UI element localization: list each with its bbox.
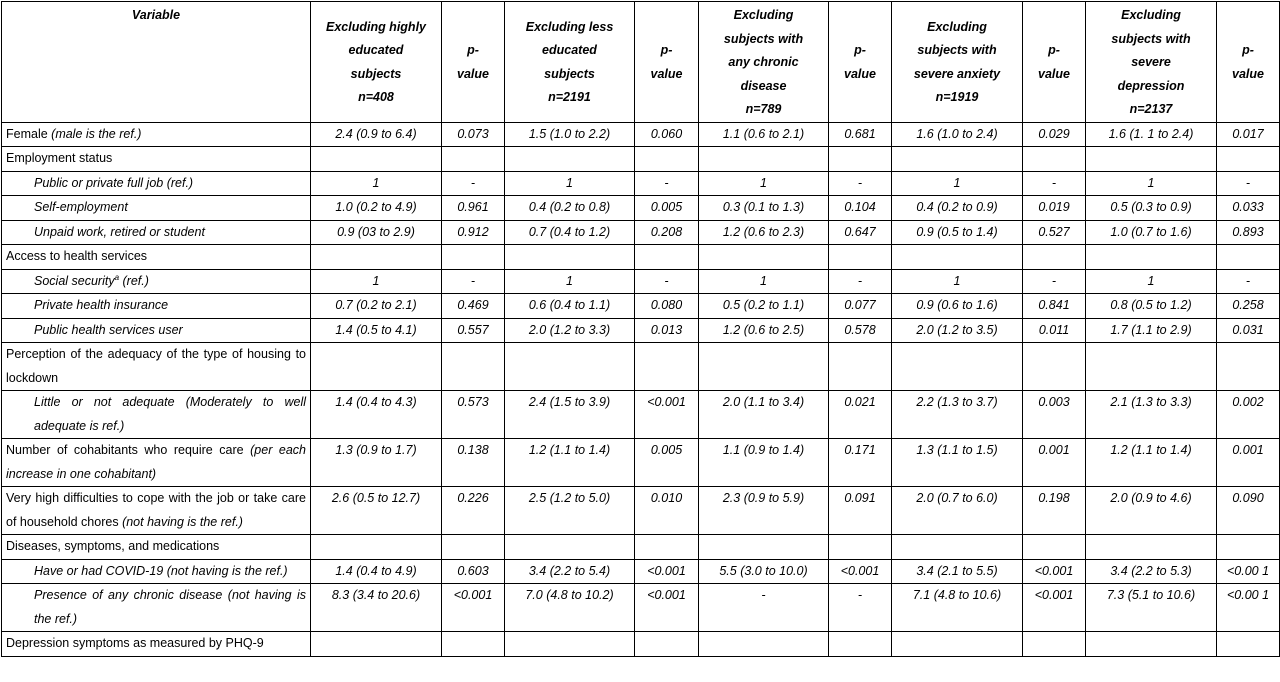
p-value-cell: - bbox=[1023, 171, 1086, 196]
estimate-cell: 1.2 (1.1 to 1.4) bbox=[505, 439, 635, 487]
p-value-cell bbox=[635, 245, 699, 270]
estimate-cell: 1.6 (1.0 to 2.4) bbox=[892, 122, 1023, 147]
table-row bbox=[2, 318, 1280, 343]
table-row bbox=[2, 294, 1280, 319]
row-label: Social security$^a$ (ref.) bbox=[2, 269, 311, 294]
header-col3: Excluding less educated subjects n=2191 bbox=[505, 2, 635, 123]
estimate-cell bbox=[892, 245, 1023, 270]
p-value-cell: <0.001 bbox=[635, 391, 699, 439]
estimate-cell: 1 bbox=[311, 269, 442, 294]
p-value-cell: 0.029 bbox=[1023, 122, 1086, 147]
p-value-cell bbox=[442, 535, 505, 560]
table-row bbox=[2, 584, 1280, 632]
estimate-cell: 0.7 (0.4 to 1.2) bbox=[505, 220, 635, 245]
estimate-cell: 0.4 (0.2 to 0.8) bbox=[505, 196, 635, 221]
estimate-cell: 1.1 (0.6 to 2.1) bbox=[699, 122, 829, 147]
estimate-cell: 0.6 (0.4 to 1.1) bbox=[505, 294, 635, 319]
row-label: Perception of the adequacy of the type of housing to lockdown bbox=[2, 343, 311, 391]
estimate-cell bbox=[699, 632, 829, 657]
p-value-cell: 0.090 bbox=[1217, 487, 1280, 535]
p-value-cell: 0.073 bbox=[442, 122, 505, 147]
header-row bbox=[2, 2, 1280, 123]
estimate-cell: 0.8 (0.5 to 1.2) bbox=[1086, 294, 1217, 319]
p-value-cell: <0.00 1 bbox=[1217, 584, 1280, 632]
estimate-cell: 1 bbox=[699, 171, 829, 196]
estimate-cell bbox=[1086, 245, 1217, 270]
estimate-cell bbox=[699, 535, 829, 560]
p-value-cell: 0.893 bbox=[1217, 220, 1280, 245]
estimate-cell: 0.7 (0.2 to 2.1) bbox=[311, 294, 442, 319]
p-value-cell: 0.527 bbox=[1023, 220, 1086, 245]
estimate-cell: 2.0 (1.2 to 3.5) bbox=[892, 318, 1023, 343]
estimate-cell bbox=[505, 245, 635, 270]
header-pvalue-5: p- value bbox=[1217, 2, 1280, 123]
p-value-cell: - bbox=[829, 584, 892, 632]
p-value-cell: 0.005 bbox=[635, 439, 699, 487]
p-value-cell: 0.104 bbox=[829, 196, 892, 221]
estimate-cell: 2.0 (0.9 to 4.6) bbox=[1086, 487, 1217, 535]
estimate-cell: 1 bbox=[892, 171, 1023, 196]
row-label: Female (male is the ref.) bbox=[2, 122, 311, 147]
estimate-cell bbox=[505, 535, 635, 560]
header-col9: Excluding subjects with severe depression n=2137 bbox=[1086, 2, 1217, 123]
estimate-cell: 0.4 (0.2 to 0.9) bbox=[892, 196, 1023, 221]
row-label: Public health services user bbox=[2, 318, 311, 343]
estimate-cell bbox=[892, 147, 1023, 172]
row-label: Access to health services bbox=[2, 245, 311, 270]
header-variable: Variable bbox=[2, 2, 311, 123]
p-value-cell bbox=[1023, 245, 1086, 270]
p-value-cell: - bbox=[1217, 171, 1280, 196]
p-value-cell: - bbox=[829, 171, 892, 196]
estimate-cell: 0.9 (03 to 2.9) bbox=[311, 220, 442, 245]
estimate-cell: 1.1 (0.9 to 1.4) bbox=[699, 439, 829, 487]
estimate-cell bbox=[311, 632, 442, 657]
p-value-cell: <0.001 bbox=[635, 584, 699, 632]
estimate-cell: 1.4 (0.4 to 4.3) bbox=[311, 391, 442, 439]
header-pvalue-2: p- value bbox=[635, 2, 699, 123]
estimate-cell: 2.4 (0.9 to 6.4) bbox=[311, 122, 442, 147]
p-value-cell: 0.010 bbox=[635, 487, 699, 535]
estimate-cell bbox=[505, 632, 635, 657]
estimate-cell bbox=[1086, 147, 1217, 172]
p-value-cell: 0.912 bbox=[442, 220, 505, 245]
p-value-cell: 0.138 bbox=[442, 439, 505, 487]
estimate-cell bbox=[311, 343, 442, 391]
p-value-cell bbox=[442, 343, 505, 391]
estimate-cell bbox=[892, 343, 1023, 391]
estimate-cell: 0.9 (0.6 to 1.6) bbox=[892, 294, 1023, 319]
estimate-cell: 1.0 (0.2 to 4.9) bbox=[311, 196, 442, 221]
p-value-cell: 0.647 bbox=[829, 220, 892, 245]
estimate-cell: 5.5 (3.0 to 10.0) bbox=[699, 559, 829, 584]
p-value-cell: <0.001 bbox=[635, 559, 699, 584]
p-value-cell: - bbox=[635, 269, 699, 294]
estimate-cell: 8.3 (3.4 to 20.6) bbox=[311, 584, 442, 632]
row-label: Diseases, symptoms, and medications bbox=[2, 535, 311, 560]
row-label: Unpaid work, retired or student bbox=[2, 220, 311, 245]
estimate-cell: 3.4 (2.1 to 5.5) bbox=[892, 559, 1023, 584]
estimate-cell bbox=[1086, 535, 1217, 560]
estimate-cell bbox=[311, 535, 442, 560]
p-value-cell bbox=[635, 632, 699, 657]
estimate-cell: 3.4 (2.2 to 5.4) bbox=[505, 559, 635, 584]
estimate-cell: 2.5 (1.2 to 5.0) bbox=[505, 487, 635, 535]
estimate-cell: 1.0 (0.7 to 1.6) bbox=[1086, 220, 1217, 245]
p-value-cell: - bbox=[1217, 269, 1280, 294]
p-value-cell: <0.001 bbox=[1023, 584, 1086, 632]
estimate-cell: 2.2 (1.3 to 3.7) bbox=[892, 391, 1023, 439]
p-value-cell: 0.080 bbox=[635, 294, 699, 319]
p-value-cell bbox=[829, 343, 892, 391]
table-row bbox=[2, 391, 1280, 439]
estimate-cell: 2.6 (0.5 to 12.7) bbox=[311, 487, 442, 535]
row-label: Have or had COVID-19 (not having is the ref.) bbox=[2, 559, 311, 584]
estimate-cell: 2.3 (0.9 to 5.9) bbox=[699, 487, 829, 535]
p-value-cell bbox=[1023, 147, 1086, 172]
estimate-cell: 1.7 (1.1 to 2.9) bbox=[1086, 318, 1217, 343]
row-label: Public or private full job (ref.) bbox=[2, 171, 311, 196]
p-value-cell bbox=[1023, 632, 1086, 657]
estimate-cell: 0.5 (0.3 to 0.9) bbox=[1086, 196, 1217, 221]
p-value-cell: 0.557 bbox=[442, 318, 505, 343]
table-row bbox=[2, 220, 1280, 245]
estimate-cell: 7.0 (4.8 to 10.2) bbox=[505, 584, 635, 632]
p-value-cell: <0.001 bbox=[1023, 559, 1086, 584]
estimate-cell bbox=[1086, 632, 1217, 657]
row-label: Depression symptoms as measured by PHQ-9 bbox=[2, 632, 311, 657]
estimate-cell: 1.2 (0.6 to 2.5) bbox=[699, 318, 829, 343]
estimate-cell: 1.6 (1. 1 to 2.4) bbox=[1086, 122, 1217, 147]
estimate-cell bbox=[892, 535, 1023, 560]
p-value-cell bbox=[442, 632, 505, 657]
estimate-cell bbox=[892, 632, 1023, 657]
estimate-cell: 1.3 (0.9 to 1.7) bbox=[311, 439, 442, 487]
table-row bbox=[2, 343, 1280, 391]
p-value-cell: - bbox=[442, 269, 505, 294]
p-value-cell: 0.005 bbox=[635, 196, 699, 221]
p-value-cell bbox=[829, 632, 892, 657]
estimate-cell bbox=[505, 147, 635, 172]
p-value-cell bbox=[1217, 147, 1280, 172]
p-value-cell: 0.171 bbox=[829, 439, 892, 487]
estimate-cell: 1.3 (1.1 to 1.5) bbox=[892, 439, 1023, 487]
row-label: Little or not adequate (Moderately to well adequate is ref.) bbox=[2, 391, 311, 439]
p-value-cell bbox=[1217, 632, 1280, 657]
p-value-cell: 0.013 bbox=[635, 318, 699, 343]
estimate-cell: 7.1 (4.8 to 10.6) bbox=[892, 584, 1023, 632]
row-label: Presence of any chronic disease (not having is the ref.) bbox=[2, 584, 311, 632]
p-value-cell: - bbox=[829, 269, 892, 294]
table-row bbox=[2, 535, 1280, 560]
p-value-cell: 0.031 bbox=[1217, 318, 1280, 343]
p-value-cell: 0.603 bbox=[442, 559, 505, 584]
p-value-cell bbox=[1023, 535, 1086, 560]
header-col7: Excluding subjects with severe anxiety n=1919 bbox=[892, 2, 1023, 123]
estimate-cell bbox=[505, 343, 635, 391]
estimate-cell: 1.2 (1.1 to 1.4) bbox=[1086, 439, 1217, 487]
p-value-cell: 0.573 bbox=[442, 391, 505, 439]
p-value-cell: - bbox=[442, 171, 505, 196]
estimate-cell: 0.5 (0.2 to 1.1) bbox=[699, 294, 829, 319]
p-value-cell bbox=[442, 147, 505, 172]
p-value-cell bbox=[1023, 343, 1086, 391]
estimate-cell bbox=[699, 245, 829, 270]
estimate-cell: 0.3 (0.1 to 1.3) bbox=[699, 196, 829, 221]
table-row bbox=[2, 559, 1280, 584]
table-row bbox=[2, 487, 1280, 535]
p-value-cell: 0.001 bbox=[1217, 439, 1280, 487]
table-row bbox=[2, 147, 1280, 172]
estimate-cell: 1 bbox=[1086, 269, 1217, 294]
table-row bbox=[2, 632, 1280, 657]
row-label: Number of cohabitants who require care (per each increase in one cohabitant) bbox=[2, 439, 311, 487]
p-value-cell: 0.011 bbox=[1023, 318, 1086, 343]
p-value-cell: 0.060 bbox=[635, 122, 699, 147]
table-row bbox=[2, 269, 1280, 294]
header-col5: Excluding subjects with any chronic disease n=789 bbox=[699, 2, 829, 123]
estimate-cell: 2.0 (1.1 to 3.4) bbox=[699, 391, 829, 439]
estimate-cell bbox=[311, 245, 442, 270]
header-pvalue-3: p- value bbox=[829, 2, 892, 123]
table-row bbox=[2, 122, 1280, 147]
estimate-cell bbox=[699, 147, 829, 172]
p-value-cell bbox=[1217, 535, 1280, 560]
header-pvalue-1: p- value bbox=[442, 2, 505, 123]
p-value-cell bbox=[829, 147, 892, 172]
p-value-cell: 0.021 bbox=[829, 391, 892, 439]
estimate-cell: 2.0 (0.7 to 6.0) bbox=[892, 487, 1023, 535]
p-value-cell bbox=[635, 147, 699, 172]
p-value-cell: 0.681 bbox=[829, 122, 892, 147]
estimate-cell: 1 bbox=[892, 269, 1023, 294]
results-table bbox=[1, 1, 1280, 657]
p-value-cell: 0.841 bbox=[1023, 294, 1086, 319]
p-value-cell: 0.001 bbox=[1023, 439, 1086, 487]
table-row bbox=[2, 171, 1280, 196]
estimate-cell: 0.9 (0.5 to 1.4) bbox=[892, 220, 1023, 245]
p-value-cell bbox=[1217, 245, 1280, 270]
p-value-cell: 0.258 bbox=[1217, 294, 1280, 319]
estimate-cell: 1.4 (0.5 to 4.1) bbox=[311, 318, 442, 343]
p-value-cell: - bbox=[635, 171, 699, 196]
p-value-cell: - bbox=[1023, 269, 1086, 294]
p-value-cell: 0.208 bbox=[635, 220, 699, 245]
row-label: Very high difficulties to cope with the job or take care of household chores (not having is the ref.) bbox=[2, 487, 311, 535]
p-value-cell: 0.033 bbox=[1217, 196, 1280, 221]
p-value-cell bbox=[442, 245, 505, 270]
p-value-cell bbox=[1217, 343, 1280, 391]
table-row bbox=[2, 196, 1280, 221]
row-label: Self-employment bbox=[2, 196, 311, 221]
p-value-cell: 0.226 bbox=[442, 487, 505, 535]
p-value-cell: 0.091 bbox=[829, 487, 892, 535]
p-value-cell: 0.019 bbox=[1023, 196, 1086, 221]
estimate-cell: 2.1 (1.3 to 3.3) bbox=[1086, 391, 1217, 439]
estimate-cell bbox=[311, 147, 442, 172]
p-value-cell bbox=[829, 535, 892, 560]
estimate-cell: 7.3 (5.1 to 10.6) bbox=[1086, 584, 1217, 632]
estimate-cell: 1 bbox=[1086, 171, 1217, 196]
p-value-cell: 0.077 bbox=[829, 294, 892, 319]
estimate-cell: 1 bbox=[699, 269, 829, 294]
estimate-cell: 1 bbox=[505, 269, 635, 294]
row-label: Employment status bbox=[2, 147, 311, 172]
p-value-cell: 0.578 bbox=[829, 318, 892, 343]
table-row bbox=[2, 439, 1280, 487]
row-label: Private health insurance bbox=[2, 294, 311, 319]
header-col1: Excluding highly educated subjects n=408 bbox=[311, 2, 442, 123]
estimate-cell: 1 bbox=[311, 171, 442, 196]
estimate-cell: 3.4 (2.2 to 5.3) bbox=[1086, 559, 1217, 584]
estimate-cell: 1 bbox=[505, 171, 635, 196]
p-value-cell: <0.001 bbox=[442, 584, 505, 632]
header-pvalue-4: p- value bbox=[1023, 2, 1086, 123]
table-row bbox=[2, 245, 1280, 270]
estimate-cell: - bbox=[699, 584, 829, 632]
p-value-cell: 0.002 bbox=[1217, 391, 1280, 439]
p-value-cell: <0.001 bbox=[829, 559, 892, 584]
p-value-cell bbox=[829, 245, 892, 270]
estimate-cell bbox=[1086, 343, 1217, 391]
p-value-cell: 0.003 bbox=[1023, 391, 1086, 439]
estimate-cell: 2.4 (1.5 to 3.9) bbox=[505, 391, 635, 439]
p-value-cell: 0.198 bbox=[1023, 487, 1086, 535]
p-value-cell: <0.00 1 bbox=[1217, 559, 1280, 584]
p-value-cell: 0.961 bbox=[442, 196, 505, 221]
estimate-cell: 1.5 (1.0 to 2.2) bbox=[505, 122, 635, 147]
estimate-cell: 1.2 (0.6 to 2.3) bbox=[699, 220, 829, 245]
p-value-cell bbox=[635, 343, 699, 391]
p-value-cell bbox=[635, 535, 699, 560]
estimate-cell bbox=[699, 343, 829, 391]
p-value-cell: 0.017 bbox=[1217, 122, 1280, 147]
estimate-cell: 1.4 (0.4 to 4.9) bbox=[311, 559, 442, 584]
estimate-cell: 2.0 (1.2 to 3.3) bbox=[505, 318, 635, 343]
p-value-cell: 0.469 bbox=[442, 294, 505, 319]
